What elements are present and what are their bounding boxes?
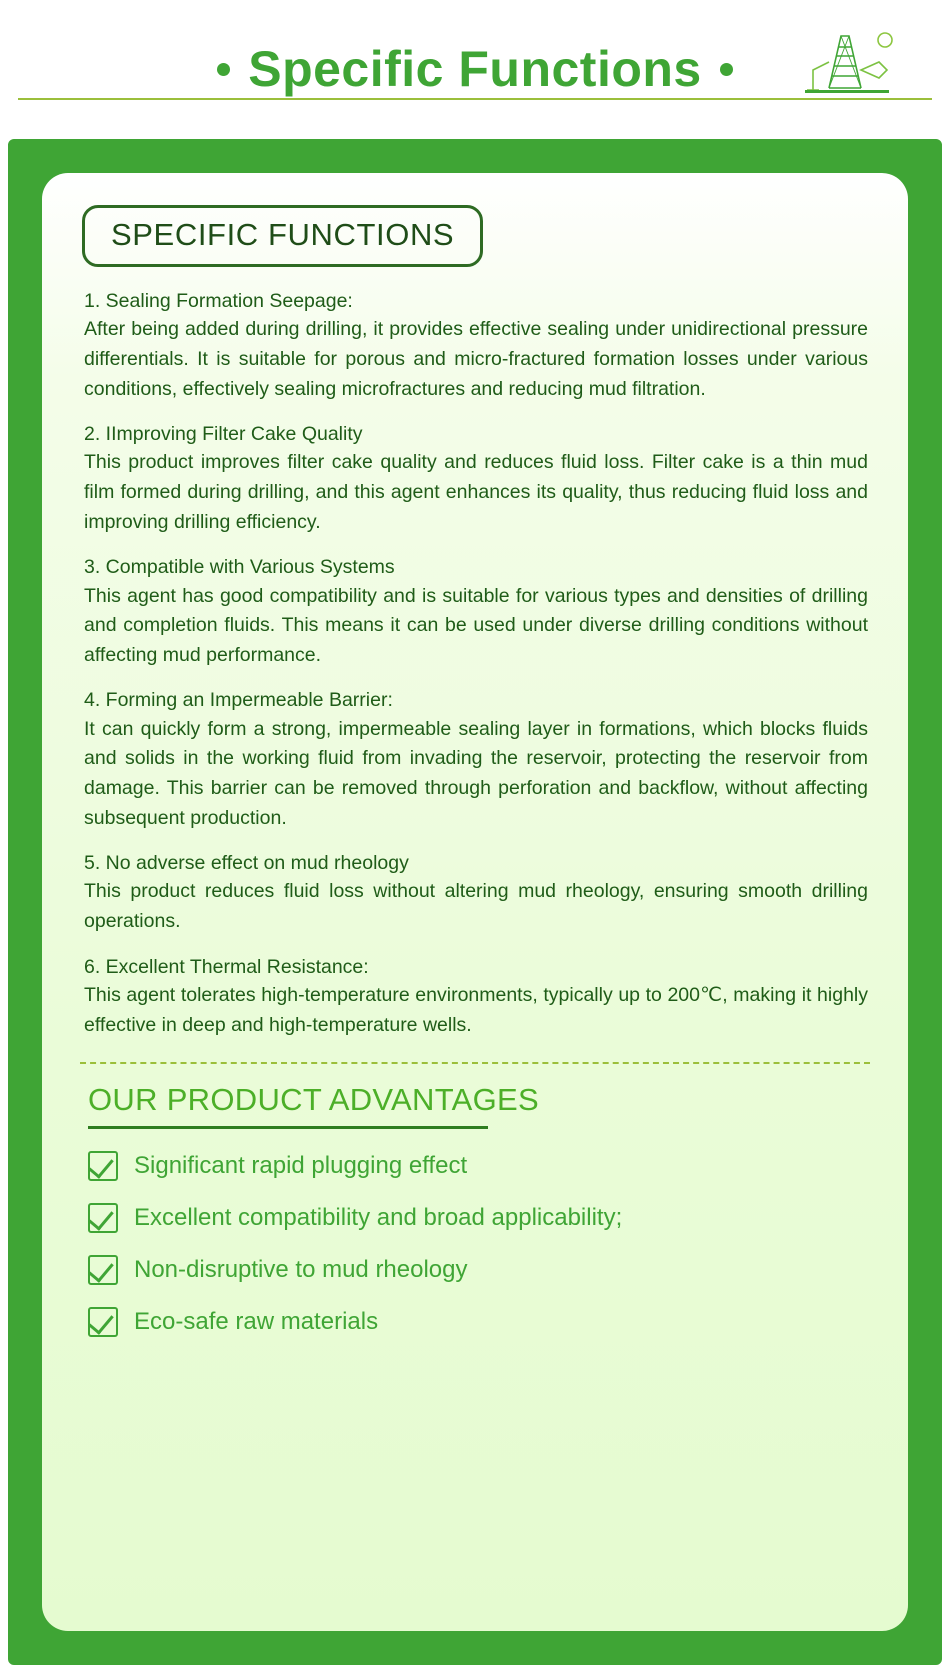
function-body: This product reduces fluid loss without altering mud rheology, ensuring smooth drilling operations. [84, 880, 868, 933]
function-title: 3. Compatible with Various Systems [84, 556, 395, 579]
function-item [84, 686, 868, 833]
list-item [88, 1203, 868, 1233]
function-body: It can quickly form a strong, impermeable sealing layer in formations, which blocks fluids and solids in the working fluid from invading the reservoir, protecting the reservoir from damage. This barrier can be removed through perforation and backflow, without affecting subsequent production. [84, 717, 868, 829]
function-title: 1. Sealing Formation Seepage: [84, 290, 353, 312]
function-item [84, 553, 868, 670]
advantages-section [74, 1082, 876, 1337]
functions-list [74, 287, 876, 1040]
bullet-dot-right-icon [720, 63, 733, 76]
function-item [84, 420, 868, 537]
function-title: 5. No adverse effect on mud rheology [84, 852, 409, 875]
function-body: This agent has good compatibility and is suitable for various types and densities of drilling and completion fluids. This means it can be used under diverse drilling conditions without affecting mud performance. [84, 584, 868, 666]
advantage-label: Non-disruptive to mud rheology [134, 1255, 468, 1283]
advantages-title: OUR PRODUCT ADVANTAGES [88, 1082, 539, 1118]
function-title: 2. IImproving Filter Cake Quality [84, 423, 363, 446]
function-item [84, 953, 868, 1041]
content-card [42, 173, 908, 1631]
function-body: After being added during drilling, it provides effective sealing under unidirectional pressure differentials. It is suitable for porous and micro-fractured formation losses under various conditions, effectively sealing microfractures and reducing mud filtration. [84, 318, 868, 400]
section-label: SPECIFIC FUNCTIONS [82, 205, 483, 267]
header-divider-line [18, 98, 932, 100]
page-header [0, 0, 950, 132]
function-item [84, 287, 868, 404]
list-item [88, 1307, 868, 1337]
bullet-dot-left-icon [217, 63, 230, 76]
advantages-underline [88, 1126, 488, 1129]
function-body: This product improves filter cake quality and reduces fluid loss. Filter cake is a thin mud film formed during drilling, and this agent enhances its quality, thus reducing fluid loss and improving drilling efficiency. [84, 451, 868, 533]
oil-derrick-icon [799, 26, 895, 98]
list-item [88, 1255, 868, 1285]
advantage-label: Excellent compatibility and broad applicability; [134, 1203, 623, 1231]
section-divider [80, 1062, 870, 1064]
page-title: Specific Functions [248, 41, 702, 97]
function-body: This agent tolerates high-temperature environments, typically up to 200℃, making it highly effective in deep and high-temperature wells. [84, 983, 868, 1036]
content-frame [8, 139, 942, 1665]
check-icon [88, 1255, 118, 1285]
advantage-label: Eco-safe raw materials [134, 1307, 379, 1335]
list-item [88, 1151, 868, 1181]
advantage-label: Significant rapid plugging effect [134, 1151, 468, 1179]
check-icon [88, 1151, 118, 1181]
check-icon [88, 1203, 118, 1233]
check-icon [88, 1307, 118, 1337]
function-title: 4. Forming an Impermeable Barrier: [84, 689, 393, 712]
function-item [84, 849, 868, 937]
header-title-group [203, 41, 747, 97]
function-title: 6. Excellent Thermal Resistance: [84, 955, 369, 978]
